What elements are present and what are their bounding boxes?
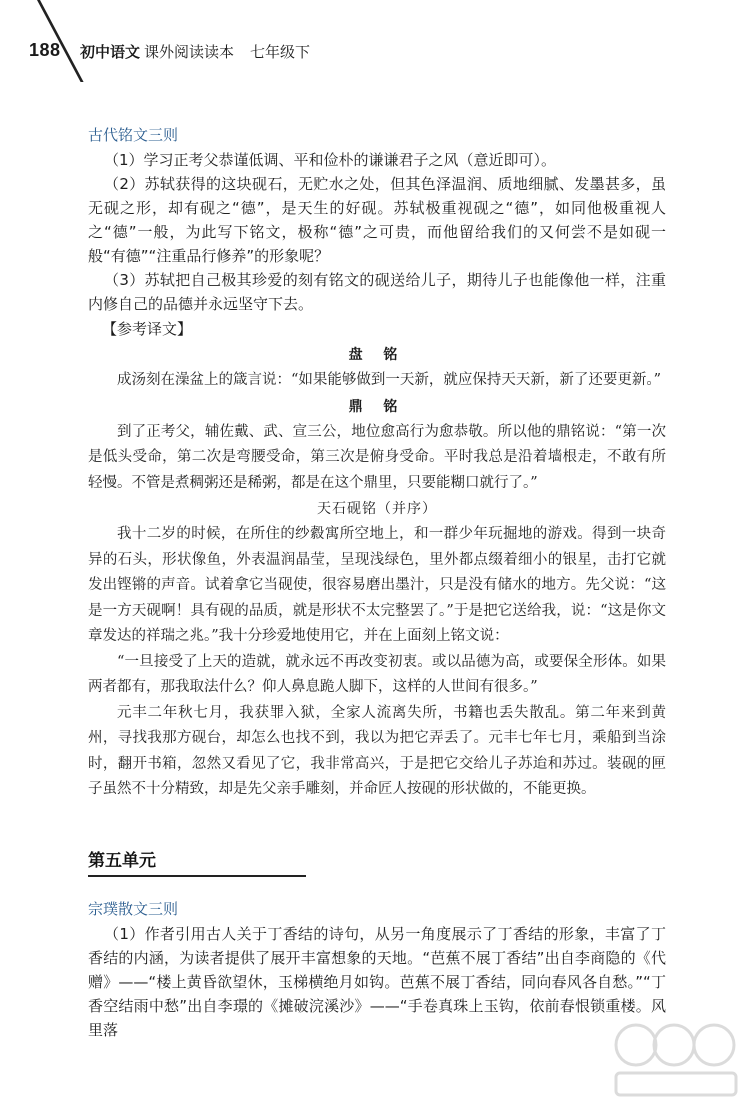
- translation-title: 盘 铭: [348, 347, 406, 363]
- reference-translation-label: 【参考译文】: [102, 320, 193, 338]
- translation-paragraph: 到了正考父，辅佐戴、武、宣三公，地位愈高行为愈恭敬。所以他的鼎铭说：“第一次是低头受命，第二次是弯腰受命，第三次是俯身受命。平时我总是沿着墙根走，不敢有所轻慢。不管是煮稠粥还是稀粥，都是在这个鼎里，只要能糊口就行了。”: [88, 423, 666, 491]
- section-heading: 古代铭文三则: [88, 126, 179, 144]
- translation-title: 鼎 铭: [348, 398, 406, 415]
- section-ancient-inscriptions: [88, 122, 666, 803]
- watermark-logo-icon: [608, 1019, 744, 1101]
- translation-title: 天石砚铭（并序）: [317, 501, 437, 517]
- running-header: [80, 41, 310, 62]
- answer-paragraph: （1）学习正考父恭谨低调、平和俭朴的谦谦君子之风（意近即可）。: [104, 151, 557, 169]
- translation-paragraph: 元丰二年秋七月，我获罪入狱，全家人流离失所，书籍也丢失散乱。第二年来到黄州，寻找我那方砚台，却怎么也找不到，我以为把它弄丢了。元丰七年七月，乘船到当涂时，翻开书箱，忽然又看见了它，我非常高兴，于是把它交给儿子苏迨和苏过。装砚的匣子虽然不十分精致，却是先父亲手雕刻，并命匠人按砚的形状做的，不能更换。: [88, 704, 666, 797]
- answer-paragraph: （2）苏轼获得的这块砚石，无贮水之处，但其色泽温润、质地细腻、发墨甚多，虽无砚之形，却有砚之“德”，是天生的好砚。苏轼极重视砚之“德”，如同他极重视人之“德”一般，为此写下铭文，极称“德”之可贵，而他留给我们的又何尝不是如砚一般“有德”“注重品行修养”的形象呢？: [88, 175, 666, 265]
- section-heading: 宗璞散文三则: [88, 900, 179, 918]
- answer-paragraph: （1）作者引用古人关于丁香结的诗句，从另一角度展示了丁香结的形象，丰富了丁香结的内涵，为读者提供了展开丰富想象的天地。“芭蕉不展丁香结”出自李商隐的《代赠》——“楼上黄昏欲望休，玉梯横绝月如钩。芭蕉不展丁香结，同向春风各自愁。”“丁香空结雨中愁”出自李璟的《摊破浣溪沙》——“手卷真珠上玉钩，依前春恨锁重楼。风里落: [88, 925, 666, 1039]
- answer-paragraph: （3）苏轼把自己极其珍爱的刻有铭文的砚送给儿子，期待儿子也能像他一样，注重内修自己的品德并永远坚守下去。: [88, 271, 666, 313]
- translation-paragraph: 成汤刻在澡盆上的箴言说：“如果能够做到一天新，就应保持天天新，新了还要更新。”: [117, 372, 662, 388]
- series-brand: 初中语文: [80, 43, 141, 61]
- unit-heading: 第五单元: [88, 846, 306, 877]
- page-number: 188: [29, 40, 61, 60]
- section-zongpu-essays: [88, 896, 666, 1042]
- translation-paragraph: 我十二岁的时候，在所住的纱縠寓所空地上，和一群少年玩掘地的游戏。得到一块奇异的石头，形状像鱼，外表温润晶莹，呈现浅绿色，里外都点缀着细小的银星，击打它就发出铿锵的声音。试着拿它当砚使，很容易磨出墨汁，只是没有储水的地方。先父说：“这是一方天砚啊！具有砚的品质，就是形状不太完整罢了。”于是把它送给我，说：“这是你文章发达的祥瑞之兆。”我十分珍爱地使用它，并在上面刻上铭文说：: [88, 526, 666, 644]
- translation-paragraph: “一旦接受了上天的造就，就永远不再改变初衷。或以品德为高，或要保全形体。如果两者都有，那我取法什么？仰人鼻息跪人脚下，这样的人世间有很多。”: [88, 653, 666, 695]
- grade-label: 七年级下: [250, 43, 311, 61]
- book-title: 课外阅读读本: [144, 43, 235, 61]
